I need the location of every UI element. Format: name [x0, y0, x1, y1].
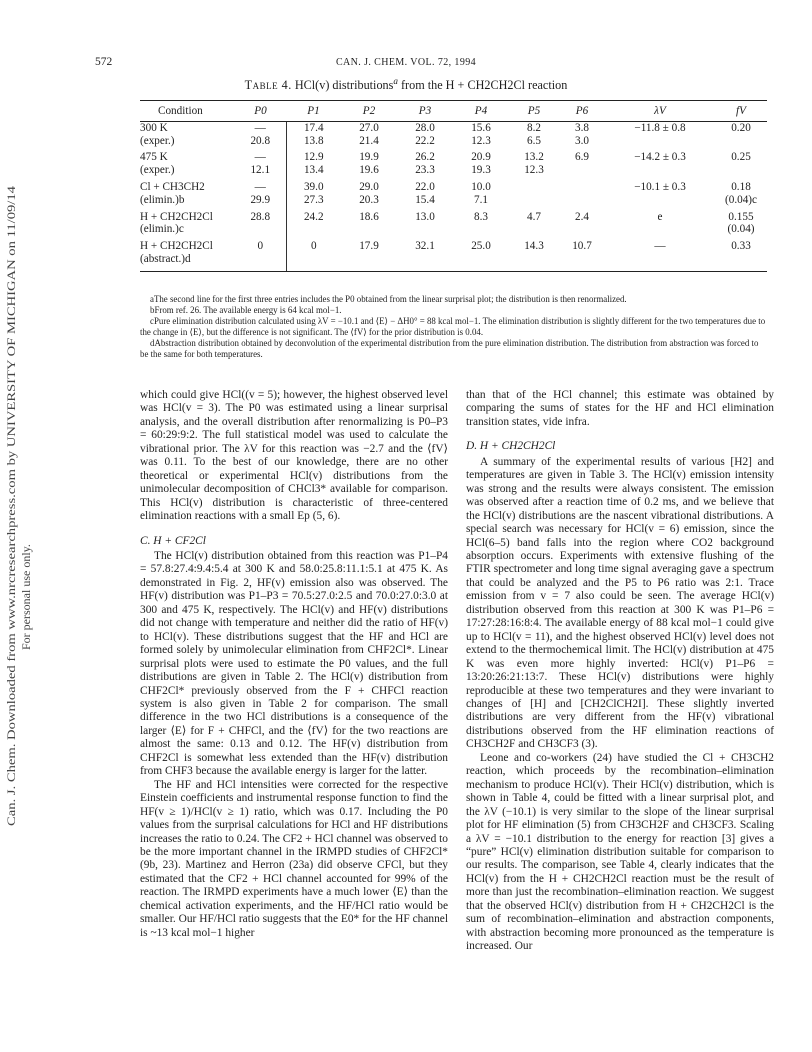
cell-p3: [397, 223, 453, 236]
cell-lambda-v: [605, 194, 715, 207]
cell-condition: (exper.): [140, 134, 175, 147]
cell-p0: 12.1: [235, 164, 286, 177]
cell-p4: 25.0: [471, 240, 491, 253]
cell-p1: 13.8: [303, 134, 324, 147]
cell-p6: 3.8: [575, 121, 589, 134]
cell-p0: 28.8: [235, 207, 286, 224]
table-row: [140, 236, 767, 253]
footnote-c: cPure elimination distribution calculated using λV = −10.1 and ⟨E⟩ − ΔH0° = 88 kcal mol−1. The elimination distribution is slightly different for the two temperatures due to the change in ⟨E⟩, but the difference is not significant. The ⟨fV⟩ for the prior distribution is 0.04.: [140, 316, 766, 338]
cell-p3: 32.1: [415, 240, 435, 253]
download-watermark: [2, 180, 34, 830]
cell-p4: 7.1: [474, 193, 488, 206]
cell-p4: 12.3: [471, 134, 491, 147]
cell-condition: (exper.): [140, 164, 175, 177]
cell-p3: 22.0: [415, 180, 435, 193]
cell-p5: 13.2: [524, 151, 544, 164]
cell-p0: —: [235, 177, 286, 194]
footnote-a: aThe second line for the first three entries includes the P0 obtained from the linear surprisal plot; the distribution is then renormalized.: [150, 294, 627, 304]
cell-p1: 13.4: [303, 164, 324, 177]
cell-p2: 19.6: [359, 164, 379, 177]
cell-p6: [559, 253, 605, 271]
cell-lambda-v: −14.2 ± 0.3: [634, 151, 686, 164]
cell-f-v: 0.20: [731, 121, 751, 134]
running-head: CAN. J. CHEM. VOL. 72, 1994: [335, 57, 477, 68]
cell-condition: (elimin.)b: [140, 193, 185, 206]
header-p5: P5: [509, 101, 559, 122]
cell-p4: 20.9: [471, 151, 491, 164]
table-row: [140, 177, 767, 194]
cell-condition: (abstract.)d: [140, 253, 235, 271]
footnote-b: bFrom ref. 26. The available energy is 64 kcal mol−1.: [150, 305, 342, 316]
header-p4: P4: [453, 101, 509, 122]
cell-p4: 8.3: [474, 210, 488, 223]
table-row: [140, 194, 767, 207]
cell-p6: 2.4: [575, 210, 589, 223]
table-caption-text: HCl(v) distributions: [294, 78, 394, 92]
cell-lambda-v: −10.1 ± 0.3: [634, 180, 686, 193]
cell-p5: [509, 223, 559, 236]
cell-p6: [559, 164, 605, 177]
cell-p1: [286, 253, 341, 271]
cell-p2: 18.6: [359, 210, 379, 223]
cell-lambda-v: −11.8 ± 0.8: [634, 121, 686, 134]
cell-p6: [559, 194, 605, 207]
right-paragraph-1: than that of the HCl channel; this estimate was obtained by comparing the sums of states for the HF and HCl elimination transition states, vide infra.: [466, 389, 774, 428]
cell-p1: 27.3: [303, 193, 324, 206]
page-number: 572: [95, 56, 113, 68]
cell-p1: 24.2: [303, 210, 324, 223]
table-caption-label: Table 4.: [244, 78, 292, 92]
cell-f-v: [715, 164, 767, 177]
cell-lambda-v: [605, 223, 715, 236]
right-column: [466, 389, 774, 954]
cell-p3: 26.2: [415, 151, 435, 164]
cell-p5: [509, 177, 559, 194]
header-f-v: fV: [715, 101, 767, 122]
cell-p0: —: [235, 121, 286, 134]
cell-lambda-v: [605, 253, 715, 271]
cell-p1: [286, 223, 341, 236]
cell-p2: 29.0: [359, 180, 379, 193]
cell-p1: 12.9: [303, 151, 324, 164]
cell-p6: [559, 177, 605, 194]
header-p3: P3: [397, 101, 453, 122]
cell-f-v: (0.04)c: [725, 193, 757, 206]
table-caption-mark: a: [393, 75, 398, 86]
cell-lambda-v: e: [657, 210, 663, 223]
cell-p1: 0: [310, 240, 317, 253]
cell-p2: 20.3: [359, 193, 379, 206]
table-row: [140, 253, 767, 271]
left-paragraph-2: The HCl(v) distribution obtained from this reaction was P1–P4 = 57.8:27.4:9.4:5.4 at 300 K and 58.0:25.8:11.1:5.1 at 475 K. As demonstrated in Fig. 2, HF(v) emission also was observed. The HF(v) distribution was P1–P3 = 70.5:27.0:2.5 and 70.0:27.0:3.0 at 300 and 475 K, respectively. The HCl(v) and HF(v) distributions did not change with temperature and neither did the ratio of HF(v) to HCl(v). These distributions suggest that the HF and HCl are formed solely by unimolecular elimination from CHF2Cl*. Linear surprisal plots were used to estimate the P0 values, and the full distributions are given in Table 2. The HCl(v) distribution from CHF2Cl* previously observed from the F + CHFCl reaction system is also given in Table 2 for comparison. The small difference in the two HCl distributions is a consequence of the larger ⟨E⟩ for F + CHFCl, and the ⟨fV⟩ for the two reactions are almost the same: 0.13 and 0.12. The HF(v) distribution from CHF2Cl is somewhat less extended than the HF(v) distribution from CHF3 because the available energy is larger for the latter.: [140, 549, 448, 778]
cell-p6: 10.7: [572, 240, 592, 253]
cell-f-v: 0.25: [731, 151, 751, 164]
cell-p6: [559, 223, 605, 236]
footnote-d: dAbstraction distribution obtained by deconvolution of the experimental distribution from the pure elimination distribution. The distribution from abstraction was forced to be the same for both temperatures.: [140, 338, 759, 360]
table-row: [140, 135, 767, 148]
left-paragraph-3: The HF and HCl intensities were corrected for the respective Einstein coefficients and instrumental response function to find the HF(v ≥ 1)/HCl(v ≥ 1) ratio, which was 0.17. Including the P0 values from the surprisal calculations for HCl and HF distributions increases the ratio to 0.24. The CF2 + HCl channel was observed to be the more important channel in the IRMPD studies of CHF2Cl* (9b, 23). Martinez and Herron (23a) did observe CFCl, but they estimated that the CF2 + HCl channel accounted for 99% of the reaction. The IRMPD experiments have a much lower ⟨E⟩ than the chemical activation experiments, and the HF/HCl ratio would be smaller. Our HF/HCl ratio suggests that the E0* for the HF channel is ~13 kcal mol−1 higher: [140, 778, 448, 939]
cell-p1: 17.4: [303, 121, 324, 134]
cell-p3: 23.3: [415, 164, 435, 177]
cell-p3: 28.0: [415, 121, 435, 134]
cell-p5: 6.5: [527, 134, 541, 147]
cell-p0: —: [235, 147, 286, 164]
cell-f-v: 0.18: [731, 180, 751, 193]
cell-p4: 15.6: [471, 121, 491, 134]
cell-lambda-v: [605, 135, 715, 148]
cell-f-v: (0.04): [727, 223, 755, 236]
right-paragraph-3: Leone and co-workers (24) have studied the Cl + CH3CH2 reaction, which proceeds by the recombination–elimination mechanism to produce HCl(v). Their HCl(v) distribution, which is shown in Table 4, could be fitted with a linear surprisal plot, and the λV (−10.1) is very similar to the slope of the linear surprisal plot for HF elimination (5) from CH3CH2F and CH3CF3. Scaling a λV = −10.1 distribution to the energy for reaction [3] gives a “pure” HCl(v) elimination distribution suitable for comparison to our results. The comparison, see Table 4, clearly indicates that the HCl(v) from the H + CH2CH2Cl reaction must be the result of more than just the recombination–elimination reaction. We suggest that the observed HCl(v) distribution from H + CH2CH2Cl is the sum of recombination–elimination and abstraction components, with abstraction becoming more pronounced as the temperature is increased. Our: [466, 751, 774, 953]
cell-p0: 29.9: [235, 194, 286, 207]
header-lambda-v: λV: [605, 101, 715, 122]
cell-p4: 19.3: [471, 164, 491, 177]
cell-p4: [453, 253, 509, 271]
cell-f-v: [715, 135, 767, 148]
table-caption-rest: from the H + CH2CH2Cl reaction: [397, 78, 568, 92]
cell-p0: [235, 253, 286, 271]
left-paragraph-1: which could give HCl((v = 5); however, the highest observed level was HCl(v = 3). The P0 was estimated using a linear surprisal analysis, and the overall distribution after renormalizing is P0–P3 = 60:29:9:2. The full statistical model was used to calculate the vibrational prior. The λV for this reaction was −2.7 and the ⟨fV⟩ was 0.11. To the best of our knowledge, there are no other theoretical or experimental HCl(v) distributions from the unimolecular decomposition of CHCl3* available for comparison. This HCl(v) distribution is characteristic of three-centered elimination reactions with a small Ep (5, 6).: [140, 389, 448, 523]
table-header-row: [140, 101, 767, 122]
cell-p6: 6.9: [575, 151, 589, 164]
cell-p3: 13.0: [415, 210, 435, 223]
cell-p0: [235, 223, 286, 236]
cell-p0: 0: [235, 236, 286, 253]
cell-lambda-v: [605, 164, 715, 177]
cell-f-v: [715, 253, 767, 271]
cell-p5: 14.3: [524, 240, 544, 253]
cell-p2: [341, 253, 397, 271]
section-heading-c: C. H + CF2Cl: [140, 534, 206, 547]
cell-p5: 4.7: [527, 210, 541, 223]
table-footnotes: [140, 294, 767, 361]
cell-p5: [509, 253, 559, 271]
cell-p2: 19.9: [359, 151, 379, 164]
cell-condition: (elimin.)c: [140, 223, 184, 236]
hcl-distribution-table: [140, 100, 767, 272]
cell-p3: 22.2: [415, 134, 435, 147]
header-p0: P0: [235, 101, 286, 122]
watermark-line-1: Can. J. Chem. Downloaded from www.nrcresearchpress.com by UNIVERSITY OF MICHIGAN on 11/09/14: [4, 300, 18, 826]
table-row: [140, 147, 767, 164]
cell-p6: 3.0: [575, 134, 589, 147]
cell-condition: 475 K: [140, 151, 168, 164]
cell-condition: H + CH2CH2Cl: [140, 210, 213, 223]
cell-p5: 8.2: [527, 121, 541, 134]
cell-p5: 12.3: [524, 164, 544, 177]
cell-condition: H + CH2CH2Cl: [140, 240, 213, 253]
cell-p0: 20.8: [235, 135, 286, 148]
cell-f-v: 0.155: [728, 210, 754, 223]
cell-p3: [397, 253, 453, 271]
cell-p1: 39.0: [303, 180, 324, 193]
table-row: [140, 121, 767, 134]
watermark-line-2: For personal use only.: [19, 544, 33, 650]
header-condition: Condition: [140, 101, 235, 122]
cell-p3: 15.4: [415, 193, 435, 206]
header-p1: P1: [286, 101, 341, 122]
cell-p4: [453, 223, 509, 236]
cell-p5: [509, 194, 559, 207]
left-column: [140, 389, 448, 940]
header-p2: P2: [341, 101, 397, 122]
cell-f-v: 0.33: [731, 240, 751, 253]
table-row: [140, 223, 767, 236]
cell-p2: [341, 223, 397, 236]
header-p6: P6: [559, 101, 605, 122]
cell-p2: 21.4: [359, 134, 379, 147]
cell-condition: 300 K: [140, 121, 168, 134]
cell-lambda-v: —: [654, 240, 666, 253]
cell-p2: 27.0: [359, 121, 379, 134]
table-row: [140, 207, 767, 224]
section-heading-d: D. H + CH2CH2Cl: [466, 440, 556, 453]
cell-p2: 17.9: [359, 240, 379, 253]
cell-p4: 10.0: [471, 180, 491, 193]
table-row: [140, 164, 767, 177]
right-paragraph-2: A summary of the experimental results of various [H2] and temperatures are given in Table 3. The HCl(v) emission intensity was strong and the results were always consistent. The emission was observed after a reaction time of 0.2 ms, and we believe that the HCl(v) distributions are the nascent vibrational distributions. A special search was necessary for HCl(v = 6) emission, since the HCl(6–5) band falls into the region where CO2 background absorption occurs. Experiments with extensive flushing of the FTIR spectrometer and long time signal averaging gave a spectrum that could be analyzed and the P5 to P6 ratio was 2:1. Trace emission from v = 7 also could be seen. The average HCl(v) distribution observed from this reaction at 300 K was P1–P6 = 17:27:28:16:8:4. The available energy of 88 kcal mol−1 could give up to HCl(v = 11), and the highest observed HCl(v) level does not extend to the thermochemical limit. The HCl(v) distribution at 475 K was even more highly inverted: HCl(v) P1–P6 = 13:20:26:21:13:7. These HCl(v) distributions were highly reproducible at these two temperatures and they were invariant to changes of [H] and [CH2ClCH2I]. These slightly inverted distributions are very different from the HF(v) vibrational distributions observed from the HF elimination reactions of CH3CH2F and CH3CF3 (3).: [466, 455, 774, 751]
table-caption: [0, 75, 812, 93]
cell-condition: Cl + CH3CH2: [140, 180, 205, 193]
